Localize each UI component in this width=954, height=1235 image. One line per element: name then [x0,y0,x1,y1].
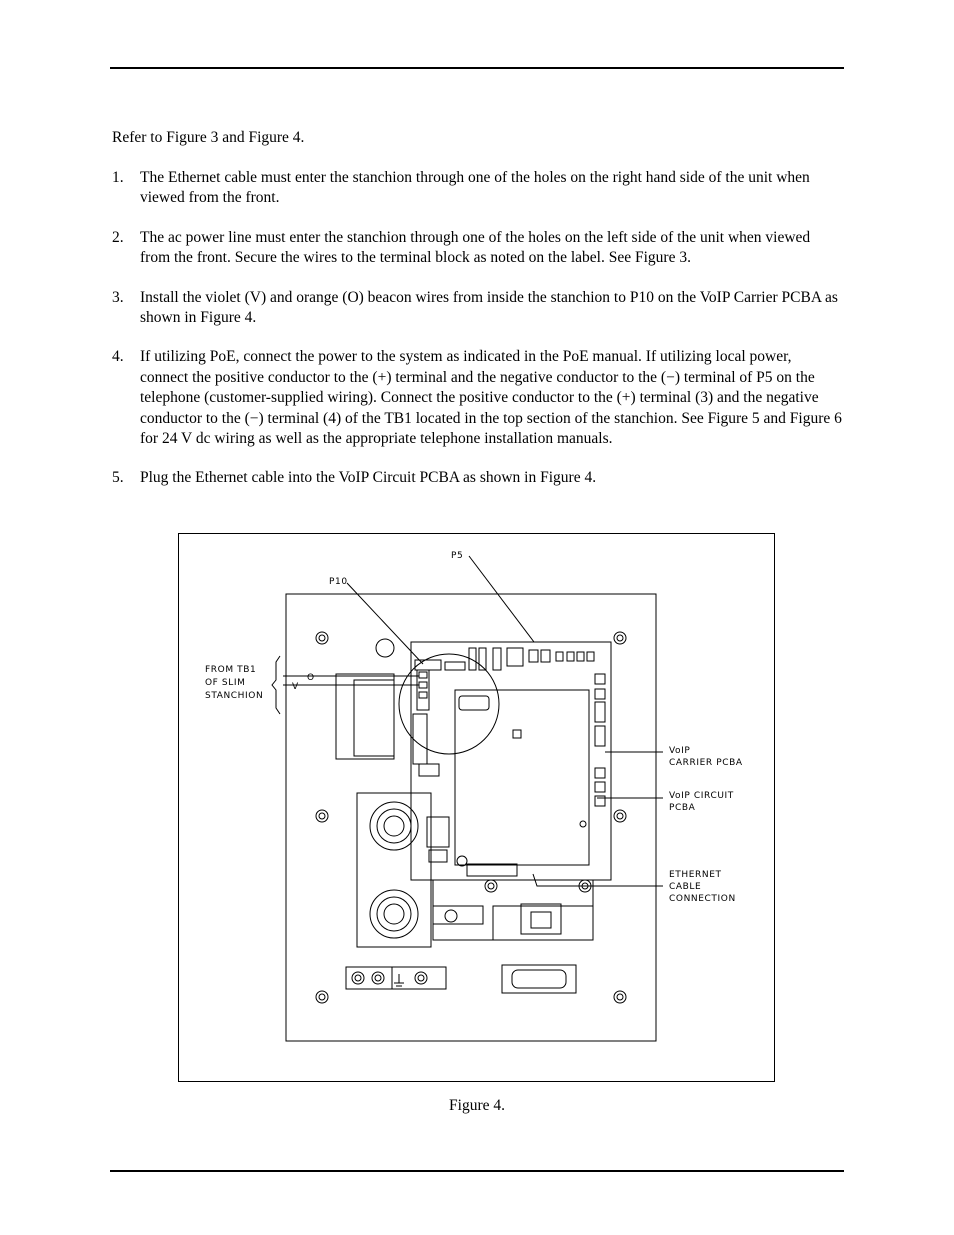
step-number: 2. [112,228,124,246]
ethernet-label: CONNECTION [669,894,736,904]
instruction-list [112,168,842,508]
p10-leader [347,583,423,664]
step-number: 3. [112,288,124,306]
circuit-label: VoIP CIRCUIT [669,791,734,801]
plate-hole [376,639,394,657]
speaker-outline [399,654,499,754]
from-tb1-brace [272,656,280,714]
footer-rule [110,1170,844,1172]
db-connector [502,965,576,993]
step-number: 1. [112,169,124,186]
step-number: 5. [112,469,124,487]
wire-o-label: O [307,673,315,683]
from-tb1-label: OF SLIM [205,678,246,688]
carrier-label: VoIP [669,746,691,756]
beacon-housing [336,674,394,759]
from-tb1-label: STANCHION [205,691,264,701]
step-1 [112,168,842,209]
step-text: If utilizing PoE, connect the power to the system as indicated in the PoE manual. If utilizing local power, connect the positive conductor to the (+) terminal and the negative conductor to the (−) terminal of P5 on the telephone (customer-supplied wiring). Connect the positive conductor to the (+) terminal (3) and the negative conductor to the (−) terminal (4) of the TB1 located in the top section of the stanchion. See Figure 5 and Figure 6 for 24 V dc wiring as well as the appropriate telephone installation manuals. [140,348,842,448]
ethernet-label: CABLE [669,882,702,892]
step-3 [112,288,842,329]
step-5 [112,468,842,488]
step-4 [112,347,842,449]
voip-carrier-pcba [411,642,611,880]
pcba-wiring-diagram [179,534,776,1083]
step-text: Install the violet (V) and orange (O) beacon wires from inside the stanchion to P10 on the VoIP Carrier PCBA as shown in Figure 4. [140,288,838,327]
step-number: 4. [112,348,124,366]
figure-4-frame [178,533,775,1082]
from-tb1-label: FROM TB1 [205,665,257,675]
step-text: The ac power line must enter the stanchion through one of the holes on the left side of the unit when viewed from the front. Secure the wires to the terminal block as noted on the label. See Figure 3. [140,228,811,267]
p10-label: P10 [329,577,348,587]
beacon-lens [354,680,394,756]
carrier-label: CARRIER PCBA [669,758,743,768]
step-text: The Ethernet cable must enter the stanchion through one of the holes on the right hand side of the unit when viewed from the front. [140,169,810,207]
ethernet-jack [521,904,561,934]
step-text: Plug the Ethernet cable into the VoIP Circuit PCBA as shown in Figure 4. [140,469,597,487]
circuit-label: PCBA [669,803,696,813]
mounting-plate [286,594,656,1041]
p5-label: P5 [451,551,464,561]
wire-v-label: V [292,682,299,692]
p5-leader [469,556,534,642]
intro-text: Refer to Figure 3 and Figure 4. [112,129,305,146]
header-rule [110,67,844,69]
voip-circuit-pcba [455,690,589,865]
ethernet-label: ETHERNET [669,870,722,880]
figure-caption: Figure 4. [449,1097,505,1114]
step-2 [112,228,842,269]
